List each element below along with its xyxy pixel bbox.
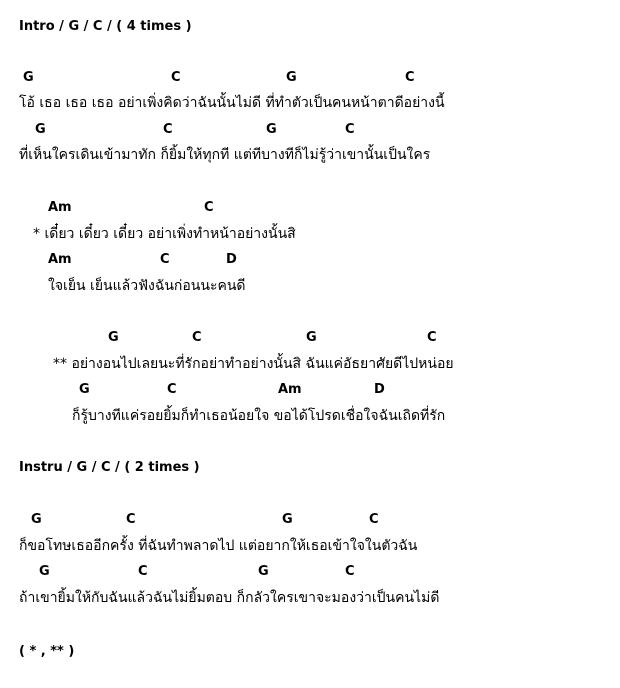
chord: Am	[48, 252, 72, 267]
chord: G	[286, 70, 297, 85]
chord: G	[306, 330, 317, 345]
chord: G	[282, 512, 293, 527]
chord: D	[374, 382, 385, 397]
chord: G	[31, 512, 42, 527]
chord: C	[171, 70, 181, 85]
chord: C	[427, 330, 437, 345]
chord: C	[138, 564, 148, 579]
chord: C	[345, 122, 355, 137]
chord: C	[204, 200, 214, 215]
chord: C	[160, 252, 170, 267]
chord: C	[163, 122, 173, 137]
lyric-line: ** อย่างอนไปเลยนะที่รักอย่าทำอย่างนั้นสิ ฉันแค่อัธยาศัยดีไปหน่อย	[53, 356, 454, 372]
lyric-line: ก็รู้บางทีแค่รอยยิ้มก็ทำเธอน้อยใจ ขอได้โปรดเชื่อใจฉันเถิดที่รัก	[72, 408, 446, 424]
lyric-line: * เดี๋ยว เดี๋ยว เดี๋ยว อย่าเพิ่งทำหน้าอย่างนั้นสิ	[33, 226, 296, 242]
lyric-line: ใจเย็น เย็นแล้วฟังฉันก่อนนะคนดี	[48, 278, 246, 294]
chord: G	[23, 70, 34, 85]
chord: C	[369, 512, 379, 527]
chord: C	[126, 512, 136, 527]
instru-line: Instru / G / C / ( 2 times )	[19, 460, 200, 475]
chord: G	[266, 122, 277, 137]
chord: G	[35, 122, 46, 137]
chord: Am	[278, 382, 302, 397]
lyric-line: โอ้ เธอ เธอ เธอ อย่าเพิ่งคิดว่าฉันนั้นไม่ดี ที่ทำตัวเป็นคนหน้าตาดีอย่างนี้	[19, 95, 445, 111]
chord: C	[192, 330, 202, 345]
chord: Am	[48, 200, 72, 215]
chord: G	[39, 564, 50, 579]
lyric-line: ถ้าเขายิ้มให้กับฉันแล้วฉันไม่ยิ้มตอบ ก็กลัวใครเขาจะมองว่าเป็นคนไม่ดี	[19, 590, 440, 606]
chord: C	[405, 70, 415, 85]
outro-line: ( * , ** )	[19, 644, 75, 659]
lyric-line: ที่เห็นใครเดินเข้ามาทัก ก็ยิ้มให้ทุกที แต่ทีบางทีก็ไม่รู้ว่าเขานั้นเป็นใคร	[19, 147, 431, 163]
chord: G	[258, 564, 269, 579]
chord: G	[108, 330, 119, 345]
chord: C	[167, 382, 177, 397]
chord: D	[226, 252, 237, 267]
chord: G	[79, 382, 90, 397]
intro-line: Intro / G / C / ( 4 times )	[19, 19, 192, 34]
chord: C	[345, 564, 355, 579]
lyric-line: ก็ขอโทษเธออีกครั้ง ที่ฉันทำพลาดไป แต่อยากให้เธอเข้าใจในตัวฉัน	[19, 538, 418, 554]
